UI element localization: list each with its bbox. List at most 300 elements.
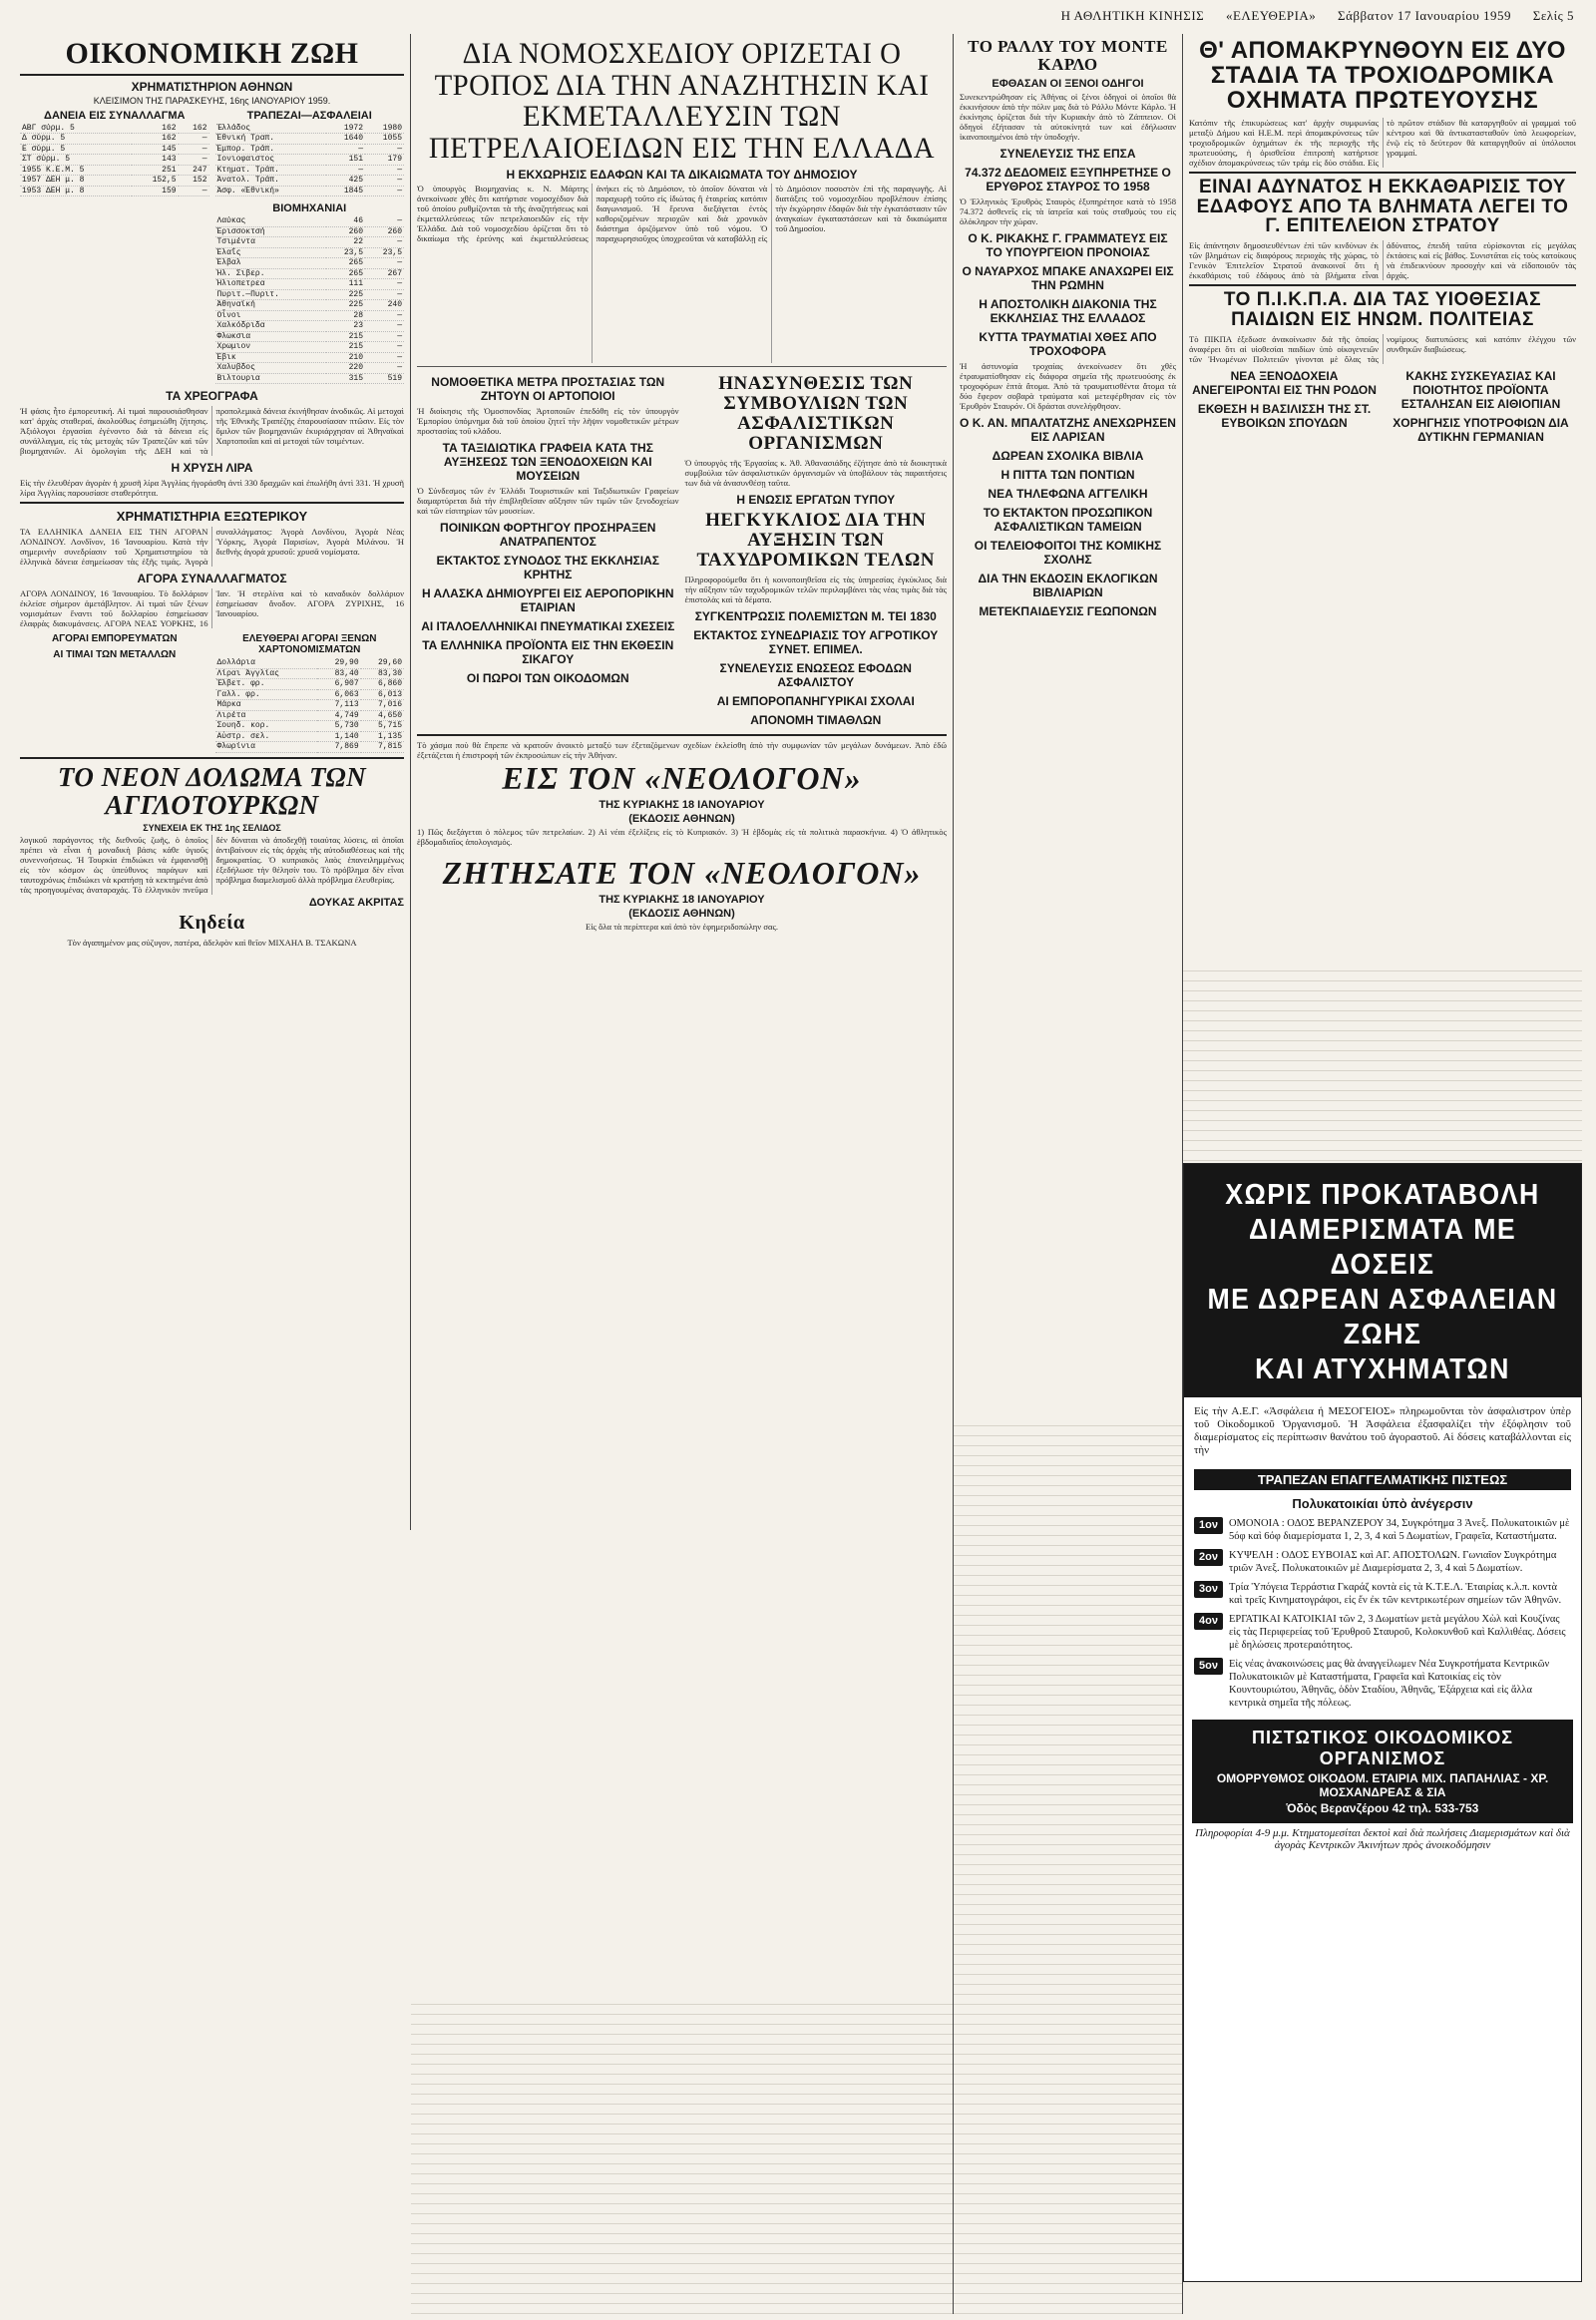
row-value: 7,815 (361, 742, 404, 753)
banks-block (215, 108, 405, 385)
filler-lines (954, 1416, 1182, 2314)
advert-item-text: ΚΥΨΕΛΗ : ΟΔΟΣ ΕΥΒΟΙΑΣ καὶ ΑΓ. ΑΠΟΣΤΟΛΩΝ. Γωνιαῖον Συγκρότημα τριῶν Ἀνεξ. Πολυκατοικιῶν μὲ Διαμερίσματα 2, 3, 4 καὶ 5 Δωματίων. (1228, 1550, 1557, 1574)
exchange-subtitle: ΧΡΗΜΑΤΙΣΤΗΡΙΟΝ ΑΘΗΝΩΝ (131, 79, 293, 94)
fx-market-heading: ΑΓΟΡΑ ΣΥΝΑΛΛΑΓΜΑΤΟΣ (137, 572, 287, 585)
chicago-heading: ΤΑ ΕΛΛΗΝΙΚΑ ΠΡΟΪΟΝΤΑ ΕΙΣ ΤΗΝ ΕΚΘΕΣΙΝ ΣΙΚΑΓΟΥ (422, 638, 674, 666)
loans-table (20, 124, 209, 197)
bakers-heading: ΝΟΜΟΘΕΤΙΚΑ ΜΕΤΡΑ ΠΡΟΣΤΑΣΙΑΣ ΤΩΝ ΖΗΤΟΥΝ ΟΙ ΑΡΤΟΠΟΙΟΙ (431, 375, 665, 403)
advert-address: Ὁδὸς Βερανζέρου 42 τηλ. 533-753 (1286, 1801, 1479, 1815)
row-value: 519 (365, 373, 404, 384)
row-value: — (179, 144, 209, 155)
red-cross-text: Ὁ Ἑλληνικὸς Ἐρυθρὸς Σταυρὸς ἐξυπηρέτησε κατὰ τὸ 1958 74.372 ἀσθενεῖς εἰς τὰ ἰατρεῖα καὶ τοὺς σταθμοὺς του εἰς ὁλόκληρον τὴν χώραν. (960, 195, 1176, 226)
row-value: — (365, 289, 404, 300)
row-value: 6,860 (361, 679, 404, 690)
advert-info: Πληροφορίαι 4-9 μ.μ. Κτηματομεσίται δεκτοὶ καὶ διὰ πωλήσεις Διαμερισμάτων καὶ διὰ ἀγορὰς Κεντρικῶν Ἀκινήτων πρὸς ἀνοικοδόμησιν (1195, 1827, 1570, 1851)
table-row (215, 352, 405, 363)
row-value: 1845 (326, 186, 365, 196)
table-row (215, 186, 405, 196)
row-label: Γαλλ. φρ. (215, 689, 318, 700)
rally-headline: ΤΟ ΡΑΛΛΥ ΤΟΥ ΜΟΝΤΕ ΚΑΡΛΟ (968, 37, 1168, 74)
obituary-text: Τὸν ἀγαπημένον μας σύζυγον, πατέρα, ἀδελφὸν καὶ θεῖον ΜΙΧΑΗΛ Β. ΤΣΑΚΩΝΑ (67, 938, 357, 949)
row-value: — (365, 237, 404, 248)
veterans-heading: ΣΥΓΚΕΝΤΡΩΣΙΣ ΠΟΛΕΜΙΣΤΩΝ Μ. ΤΕΙ 1830 (694, 608, 937, 623)
row-value: 1,135 (361, 731, 404, 742)
advert-line-2: ΔΙΑΜΕΡΙΣΜΑΤΑ ΜΕ ΔΟΣΕΙΣ (1248, 1214, 1517, 1281)
row-value: 215 (326, 342, 365, 353)
divider (20, 74, 404, 76)
row-value: 5,730 (317, 721, 360, 732)
row-value: 260 (326, 226, 365, 237)
neologos-banner-2: ΖΗΤΗΣΑΤΕ ΤΟΝ «ΝΕΟΛΟΓΟΝ» (442, 854, 922, 891)
petroleum-kicker: Η ΕΚΧΩΡΗΣΙΣ ΕΔΑΦΩΝ ΚΑΙ ΤΑ ΔΙΚΑΙΩΜΑΤΑ ΤΟΥ ΔΗΜΟΣΙΟΥ (506, 168, 858, 182)
row-value: 210 (326, 352, 365, 363)
row-value: 159 (132, 186, 179, 196)
table-row (215, 247, 405, 258)
table-row (215, 310, 405, 321)
free-market-heading: ΕΛΕΥΘΕΡΑΙ ΑΓΟΡΑΙ ΞΕΝΩΝ ΧΑΡΤΟΝΟΜΙΣΜΑΤΩΝ (242, 633, 377, 655)
industries-heading: ΒΙΟΜΗΧΑΝΙΑΙ (272, 202, 347, 214)
row-label: Λιρέτα (215, 710, 318, 721)
injured-heading: ΚΥΤΤΑ ΤΡΑΥΜΑΤΙΑΙ ΧΘΕΣ ΑΠΟ ΤΡΟΧΟΦΟΡΑ (979, 329, 1157, 358)
advert-item (1194, 1549, 1571, 1575)
table-row (215, 124, 405, 134)
table-row (215, 689, 405, 700)
row-label: Φλωρίνια (215, 742, 318, 753)
advert-headline (1184, 1164, 1581, 1397)
advert-company: ΠΙΣΤΩΤΙΚΟΣ ΟΙΚΟΔΟΜΙΚΟΣ ΟΡΓΑΝΙΣΜΟΣ (1252, 1728, 1513, 1768)
table-row (20, 165, 209, 176)
row-value: 7,869 (317, 742, 360, 753)
agri-heading: ΕΚΤΑΚΤΟΣ ΣΥΝΕΔΡΙΑΣΙΣ ΤΟΥ ΑΓΡΟΤΙΚΟΥ ΣΥΝΕΤ. ΕΠΙΜΕΛ. (693, 627, 939, 656)
petroleum-text: Ὁ ὑπουργὸς Βιομηχανίας κ. Ν. Μάρτης ἀνεκοίνωσε χθὲς ὅτι κατήρτισε νομοσχέδιον διὰ τοῦ ὁποίου ρυθμίζονται τὰ τῆς ἀναζητήσεως καὶ ἐκμεταλλεύσεως τῶν πετρελαιοειδῶν εἰς τὴν Ἑλλάδα. Διὰ τοῦ νομοσχεδίου ὁρίζεται ὅτι τὸ δικαίωμα τῆς ἐρεύνης καὶ ἐκμεταλλεύσεως ἀνήκει εἰς τὸ Δημόσιον, τὸ ὁποῖον δύναται νὰ παραχωρῇ τοῦτο εἰς ἰδιώτας ἢ ἑταιρείας κατόπιν διαγωνισμοῦ. Ἡ ἔρευνα διεξάγεται ἐντὸς καθοριζομένων περιοχῶν καὶ διὰ χρονικὸν διάστημα ὁριζόμενον ὑπὸ τοῦ νόμου. Ὁ παραχωρησιοῦχος ὑποχρεοῦται νὰ καταβάλλῃ εἰς τὸ Δημόσιον ποσοστὸν ἐπὶ τῆς παραγωγῆς. Αἱ διατάξεις τοῦ νομοσχεδίου προβλέπουν ἐπίσης τὴν ἐκχώρησιν ἐδαφῶν διὰ τὴν ἐγκατάστασιν τῶν ἀναγκαίων ἐγκαταστάσεων καὶ τὰ δικαιώματα τοῦ Δημοσίου. (417, 184, 947, 243)
exchange-date: ΚΛΕΙΣΙΜΟΝ ΤΗΣ ΠΑΡΑΣΚΕΥΗΣ, 16ης ΙΑΝΟΥΑΡΙΟΥ 1959. (93, 95, 331, 106)
economy-title: ΟΙΚΟΝΟΜΙΚΗ ΖΩΗ (65, 37, 359, 70)
row-label: Οἶνοι (215, 310, 327, 321)
advert-subheading: Πολυκατοικίαι ὑπὸ ἀνέγερσιν (1292, 1496, 1473, 1511)
row-label: Πυριτ.—Πυριτ. (215, 289, 327, 300)
epsa-heading: ΣΥΝΕΛΕΥΣΙΣ ΤΗΣ ΕΠΣΑ (999, 146, 1136, 161)
row-value: 265 (326, 258, 365, 269)
insurance-text: Ὁ ὑπουργὸς τῆς Ἐργασίας κ. Ἀθ. Ἀθανασιάδης ἐζήτησε ἀπὸ τὰ διοικητικὰ συμβούλια τῶν ἀσφαλιστικῶν ὀργανισμῶν νὰ ὑποβάλουν τὰς παραιτήσεις των διὰ νὰ ἀνασυνθέσῃ ταῦτα. (684, 457, 947, 488)
row-label: Ἐβικ (215, 352, 327, 363)
editorial-title: ΤΟ ΝΕΟΝ ΔΟΛΩΜΑ ΤΩΝ ΑΓΓΛΟΤΟΥΡΚΩΝ (57, 761, 367, 820)
table-row (215, 165, 405, 176)
right-stack (685, 370, 948, 730)
row-label: 1953 ΔΕΗ μ. 8 (20, 186, 132, 196)
neologos-date-2: ΤΗΣ ΚΥΡΙΑΚΗΣ 18 ΙΑΝΟΥΑΡΙΟΥ (598, 893, 765, 906)
table-row (215, 144, 405, 155)
row-label: Αὐστρ. σελ. (215, 731, 318, 742)
row-value: — (326, 165, 365, 176)
red-cross-heading: 74.372 ΔΕΔΟΜΕΙΣ ΕΞΥΠΗΡΕΤΗΣΕ Ο ΕΡΥΘΡΟΣ ΣΤΑΥΡΟΣ ΤΟ 1958 (965, 165, 1171, 193)
row-value: — (179, 155, 209, 166)
rally-text: Συνεκεντρώθησαν εἰς Ἀθήνας οἱ ξένοι ὁδηγοὶ οἱ ὁποῖοι θὰ ἐκκινήσουν ἀπὸ τὴν πόλιν μας διὰ τὸ Ράλλυ Μόντε Κάρλο. Ἡ ἐκκίνησις ὁρίζεται διὰ τὴν Κυριακὴν ἀπὸ τὸ Ζάππειον. Οἱ ὁδηγοὶ ἐξήτασαν τὰ αὐτοκίνητά των καὶ ἐδήλωσαν ἱκανοποιημένοι ἀπὸ τὴν ὑποδοχήν. (960, 91, 1176, 142)
advert-item (1194, 1613, 1571, 1652)
row-value: — (365, 279, 404, 290)
table-row (215, 279, 405, 290)
gold-text: Εἰς τὴν ἐλευθέραν ἀγορὰν ἡ χρυσῆ λίρα Ἀγγλίας ἠγοράσθη ἀντὶ 330 δραχμῶν καὶ ἐπωλήθη ἀντὶ 331. Ἡ χρυσῆ λίρα Ἀγγλίας παρουσίασε σταθερότητα. (20, 478, 404, 498)
loans-block (20, 108, 209, 385)
bakers-text: Ἡ διοίκησις τῆς Ὁμοσπονδίας Ἀρτοποιῶν ἐπεδόθη εἰς τὸν ὑπουργὸν Ἐμπορίου ὑπόμνημα διὰ τοῦ ὁποίου ζητεῖ τὴν λῆψιν νομοθετικῶν μέτρων προστασίας τοῦ κλάδου. (417, 406, 679, 436)
table-row (215, 679, 405, 690)
row-label: Ἐλαΐς (215, 247, 327, 258)
row-label: Ἡλ. Σιβερ. (215, 268, 327, 279)
row-label: Ἀσφ. «Ἐθνική» (215, 186, 327, 196)
row-value: 6,907 (317, 679, 360, 690)
advert-line-1: ΧΩΡΙΣ ΠΡΟΚΑΤΑΒΟΛΗ (1225, 1179, 1540, 1211)
row-value: 23,5 (365, 247, 404, 258)
row-label: Ἐρισσοκτσή (215, 226, 327, 237)
row-value: 23,5 (326, 247, 365, 258)
tram-headline: Θ' ΑΠΟΜΑΚΡΥΝΘΟΥΝ ΕΙΣ ΔΥΟ ΣΤΑΔΙΑ ΤΑ ΤΡΟΧΙΟΔΡΟΜΙΚΑ ΟΧΗΜΑΤΑ ΠΡΩΤΕΥΟΥΣΗΣ (1199, 37, 1566, 115)
table-row (215, 237, 405, 248)
buildings-heading: ΟΙ ΠΩΡΟΙ ΤΩΝ ΟΙΚΟΔΟΜΩΝ (466, 671, 629, 685)
table-row (20, 176, 209, 187)
advert-item (1194, 1658, 1571, 1710)
truck-heading: ΠΟΙΝΙΚΩΝ ΦΟΡΤΗΓΟΥ ΠΡΟΣΗΡΑΞΕΝ ΑΝΑΤΡΑΠΕΝΤΟΣ (440, 521, 656, 549)
column-city (1183, 34, 1582, 1161)
row-value: 7,113 (317, 700, 360, 711)
row-value: 251 (132, 165, 179, 176)
banks-table (215, 124, 405, 197)
graduates-heading: ΟΙ ΤΕΛΕΙΟΦΟΙΤΟΙ ΤΗΣ ΚΟΜΙΚΗΣ ΣΧΟΛΗΣ (974, 538, 1162, 567)
row-label: Σουηδ. κορ. (215, 721, 318, 732)
row-value: 240 (365, 300, 404, 311)
table-row (20, 144, 209, 155)
pikpa-headline: ΤΟ Π.Ι.Κ.Π.Α. ΔΙΑ ΤΑΣ ΥΙΟΘΕΣΙΑΣ ΠΑΙΔΙΩΝ ΕΙΣ ΗΝΩΜ. ΠΟΛΙΤΕΙΑΣ (1223, 289, 1542, 331)
row-value: 29,90 (317, 658, 360, 668)
filler-lines (411, 1995, 953, 2314)
page-number: Σελίς 5 (1532, 8, 1574, 23)
row-value: 267 (365, 268, 404, 279)
row-value: 23 (326, 321, 365, 332)
row-value: 425 (326, 176, 365, 187)
row-label: Βιλτουρια (215, 373, 327, 384)
row-value: 83,30 (361, 668, 404, 679)
row-value: — (365, 363, 404, 374)
shells-text: Εἰς ἀπάντησιν δημοσιευθέντων ἐπὶ τῶν κινδύνων ἐκ τῶν βλημάτων εἰς διαφόρους περιοχὰς τῆς χώρας, τὸ Γενικὸν Ἐπιτελεῖον Στρατοῦ ἀνακοινοῖ ὅτι ἡ ἐκκαθάρισις τοῦ ἐδάφους ἀπὸ τὰ βλήματα εἶναι ἀδύνατος, ἐπειδὴ ταῦτα εὑρίσκονται εἰς μεγάλας ἐκτάσεις καὶ εἰς βάθος. Συνιστᾶται εἰς τοὺς κατοίκους νὰ ἐπιδεικνύουν προσοχὴν καὶ νὰ εἰδοποιοῦν τὰς ἀρχάς. (1189, 240, 1576, 281)
insurance-headline: ΗΝΑΣΥΝΘΕΣΙΣ ΤΩΝ ΣΥΜΒΟΥΛΙΩΝ ΤΩΝ ΑΣΦΑΛΙΣΤΙΚΩΝ ΟΡΓΑΝΙΣΜΩΝ (718, 373, 914, 454)
left-stack (417, 370, 679, 730)
row-label: 1957 ΔΕΗ μ. 8 (20, 176, 132, 187)
admiral-heading: Ο ΝΑΥΑΡΧΟΣ ΜΠΑΚΕ ΑΝΑΧΩΡΕΙ ΕΙΣ ΤΗΝ ΡΩΜΗΝ (962, 263, 1174, 292)
row-value: 162 (132, 124, 179, 134)
editorial-continued: ΣΥΝΕΧΕΙΑ ΕΚ ΤΗΣ 1ης ΣΕΛΙΔΟΣ (143, 823, 281, 834)
advert-item-number: 5ον (1194, 1658, 1223, 1675)
row-value: 1055 (365, 134, 404, 145)
phones-heading: ΝΕΑ ΤΗΛΕΦΩΝΑ ΑΓΓΕΛΙΚΗ (988, 486, 1148, 501)
table-row (215, 289, 405, 300)
securities-heading: ΤΑ ΧΡΕΟΓΡΑΦΑ (166, 389, 258, 403)
row-value: 225 (326, 300, 365, 311)
pontians-heading: Η ΠΙΤΤΑ ΤΩΝ ΠΟΝΤΙΩΝ (1000, 467, 1135, 482)
table-row (215, 721, 405, 732)
injured-text: Ἡ ἀστυνομία τροχαίας ἀνεκοίνωσεν ὅτι χθὲς ἐτραυματίσθησαν εἰς διάφορα σημεῖα τῆς πρωτευούσης ἐκ τροχοφόρων ἑπτὰ ἄτομα. Ἀπὸ τὰ τραυματισθέντα ἄτομα τὰ δύο ἔφερον σοβαρὰ τραύματα καὶ μετεφέρθησαν εἰς τὸν Ἐρυθρὸν Σταυρόν. Οἱ δράσται συνελήφθησαν. (960, 360, 1176, 411)
markets-row (20, 628, 404, 753)
table-row (215, 300, 405, 311)
table-row (215, 700, 405, 711)
mid-blocks (417, 370, 947, 730)
row-value: 111 (326, 279, 365, 290)
table-row (215, 258, 405, 269)
running-header (1043, 8, 1574, 24)
foreign-exchanges-heading: ΧΡΗΜΑΤΙΣΤΗΡΙΑ ΕΞΩΤΕΡΙΚΟΥ (116, 509, 308, 524)
shells-headline: ΕΙΝΑΙ ΑΔΥΝΑΤΟΣ Η ΕΚΚΑΘΑΡΙΣΙΣ ΤΟΥ ΕΔΑΦΟΥΣ ΑΠΟ ΤΑ ΒΛΗΜΑΤΑ ΛΕΓΕΙ ΤΟ Γ. ΕΠΙΤΕΛΕΙΟΝ ΣΤΡΑΤΟΥ (1196, 176, 1569, 237)
row-value: — (365, 165, 404, 176)
awards-heading: ΑΠΟΝΟΜΗ ΤΙΜΑΘΛΩΝ (750, 712, 882, 727)
row-label: ΣΤ σύρμ. 5 (20, 155, 132, 166)
table-row (215, 155, 405, 166)
row-label: Ἀθηναϊκή (215, 300, 327, 311)
row-value: 247 (179, 165, 209, 176)
apostolic-heading: Η ΑΠΟΣΤΟΛΙΚΗ ΔΙΑΚΟΝΙΑ ΤΗΣ ΕΚΚΛΗΣΙΑΣ ΤΗΣ ΕΛΛΑΔΟΣ (979, 296, 1157, 325)
row-value: 151 (326, 155, 365, 166)
securities-text: Ἡ φάσις ἦτο ἐμπορευτική. Αἱ τιμαὶ παρουσιάσθησαν κατ' ἀρχὰς σταθεραί, ἀκολούθως ἐσημειώθη ζήτησις. Ἀξιόλογοι ἐργασίαι ἐγένοντο διὰ τὰ δάνεια εἰς συνάλλαγμα, εἰς τὰς μετοχὰς τῶν Τραπεζῶν καὶ τῶν βιομηχανιῶν. Αἱ ὁμολογίαι τῆς ΔΕΗ καὶ τὰ προπολεμικὰ δάνεια ἐκινήθησαν ἀνοδικῶς. Αἱ μετοχαὶ τῆς Ἐθνικῆς Τραπέζης ἐπαρουσίασαν πτῶσιν. Εἰς τὸν ὅμιλον τῶν βιομηχανιῶν ἐκυριάρχησαν αἱ Ἀθηναϊκαὶ Χαρτοποιΐαι καὶ αἱ μετοχαὶ τῶν τσιμέντων. (20, 406, 404, 456)
advert-line-4: ΚΑΙ ΑΤΥΧΗΜΑΤΩΝ (1255, 1353, 1510, 1385)
scholarships-heading: ΧΟΡΗΓΗΣΙΣ ΥΠΟΤΡΟΦΙΩΝ ΔΙΑ ΔΥΤΙΚΗΝ ΓΕΡΜΑΝΙΑΝ (1393, 416, 1569, 445)
row-label: Χρωμιον (215, 342, 327, 353)
row-label: Κτηματ. Τράπ. (215, 165, 327, 176)
row-value: 5,715 (361, 721, 404, 732)
row-label: Δολλάρια (215, 658, 318, 668)
row-value: 7,016 (361, 700, 404, 711)
issue-date: Σάββατον 17 Ιανουαρίου 1959 (1338, 8, 1512, 23)
row-label: Ιονιοφαιστος (215, 155, 327, 166)
row-label: Ἀνατολ. Τράπ. (215, 176, 327, 187)
neologos-contents: 1) Πῶς διεξάγεται ὁ πόλεμος τῶν πετρελαίων. 2) Αἱ νέαι ἐξελίξεις εἰς τὸ Κυπριακόν. 3) Ἡ ἑβδομὰς εἰς τὰ πολιτικὰ παρασκήνια. 4) Ὁ ἀθλητικὸς ἑβδομαδιαῖος ἀπολογισμός. (417, 826, 947, 847)
table-row (215, 731, 405, 742)
free-market-block (215, 628, 405, 753)
rally-kicker: ΕΦΘΑΣΑΝ ΟΙ ΞΕΝΟΙ ΟΔΗΓΟΙ (992, 77, 1144, 90)
fx-market-text: ΑΓΟΡΑ ΛΟΝΔΙΝΟΥ, 16 Ἰανουαρίου. Τὸ δολλάριον ἐκλείσε σήμερον ἀμετάβλητον. Αἱ τιμαὶ τῶν ξένων νομισμάτων ἔναντι τοῦ δολλαρίου ἐσημείωσαν ἐλαφρὰς διακυμάνσεις. ΑΓΟΡΑ ΝΕΑΣ ΥΟΡΚΗΣ, 16 Ἰαν. Ἡ στερλίνα καὶ τὸ καναδικὸν δολλάριον ἐσημείωσαν ἄνοδον. ΑΓΟΡΑ ΖΥΡΙΧΗΣ, 16 Ἰανουαρίου. (20, 588, 404, 628)
loans-heading: ΔΑΝΕΙΑ ΕΙΣ ΣΥΝΑΛΛΑΓΜΑ (44, 109, 186, 122)
metals-heading: ΑΙ ΤΙΜΑΙ ΤΩΝ ΜΕΤΑΛΛΩΝ (53, 649, 177, 660)
advert-item-text: ΕΡΓΑΤΙΚΑΙ ΚΑΤΟΙΚΙΑΙ τῶν 2, 3 Δωματίων μετὰ μεγάλου Χὼλ καὶ Κουζίνας εἰς τὰς Περιφερείας τοῦ Ἐρυθροῦ Σταυροῦ, Κολοκυνθοῦ καὶ Καλλιθέας. Δόσεις μὲ δηλώσεις προτεραιότητος. (1228, 1614, 1566, 1651)
table-row (215, 342, 405, 353)
table-row (215, 710, 405, 721)
row-label: Ἐλβαλ (215, 258, 327, 269)
column-main (411, 34, 954, 2314)
advert-item-text: Εἰς νέας ἀνακοινώσεις μας θὰ ἀναγγείλωμεν Νέα Συγκροτήματα Κεντρικῶν Πολυκατοικιῶν μὲ Καταστήματα, Γραφεῖα καὶ Κατοικίας εἰς τὸν Κουντουριώτου, Ἀθηνᾶς, ὁδὸν Σταδίου, Ἀθηνᾶς, Ἐξάρχεια καὶ εἰς ἄλλα κεντρικὰ σημεῖα τῆς πόλεως. (1228, 1659, 1550, 1709)
neologos-banner-1: ΕΙΣ ΤΟΝ «ΝΕΟΛΟΓΟΝ» (502, 759, 862, 796)
row-value: 83,40 (317, 668, 360, 679)
row-label: 1955 Κ.Ε.Μ. 5 (20, 165, 132, 176)
advert-line-3: ΜΕ ΔΩΡΕΑΝ ΑΣΦΑΛΕΙΑΝ ΖΩΗΣ (1207, 1284, 1558, 1351)
row-value: 152,5 (132, 176, 179, 187)
divider (20, 502, 404, 504)
pikpa-text: Τὸ ΠΙΚΠΑ ἐξεδωσε ἀνακοίνωσιν διὰ τῆς ὁποίας ἀναφέρει ὅτι αἱ υἱοθεσίαι παιδίων ὑπὸ οἰκογενειῶν τῶν Ἡνωμένων Πολιτειῶν γίνονται μὲ ὅλας τὰς νομίμους διατυπώσεις καὶ κατόπιν ἐλέγχου τῶν συνθηκῶν διαβιώσεως. (1189, 334, 1576, 365)
row-value: 143 (132, 155, 179, 166)
row-value: 22 (326, 237, 365, 248)
row-value: 46 (326, 216, 365, 226)
row-value: — (365, 216, 404, 226)
row-value: 220 (326, 363, 365, 374)
advert-footer (1192, 1720, 1573, 1823)
table-row (215, 216, 405, 226)
row-label: Ἠλιοπετρεα (215, 279, 327, 290)
lower-briefs (1189, 364, 1576, 447)
row-value: 145 (132, 144, 179, 155)
neologos-intro: Τὸ χάσμα ποὺ θὰ ἔπρεπε νὰ κρατοῦν ἀνοικτὸ μεταξύ των ἐξεταζόμενων σχεδίων ἐκλείσθη ἀπὸ τὴν συμφωνίαν τῶν μεγάλων δυνάμεων. Ἀπὸ ἐδῶ ἐξετάζεται ἡ ἐπιστροφὴ τῶν ἐκπροσώπων εἰς τὴν Ἀθήναν. (417, 739, 947, 760)
trade-schools-heading: ΑΙ ΕΜΠΟΡΟΠΑΝΗΓΥΡΙΚΑΙ ΣΧΟΛΑΙ (716, 693, 915, 708)
row-value: 28 (326, 310, 365, 321)
row-label: Χαλυβδος (215, 363, 327, 374)
staff-heading: ΤΟ ΕΚΤΑΚΤΟΝ ΠΡΟΣΩΠΙΚΟΝ ΑΣΦΑΛΙΣΤΙΚΩΝ ΤΑΜΕΙΩΝ (983, 505, 1153, 534)
advert-item-number: 2ον (1194, 1549, 1223, 1566)
italo-greek-heading: ΑΙ ΙΤΑΛΟΕΛΛΗΝΙΚΑΙ ΠΝΕΥΜΑΤΙΚΑΙ ΣΧΕΣΕΙΣ (421, 619, 675, 633)
row-value: 29,60 (361, 658, 404, 668)
commodity-heading: ΑΓΟΡΑΙ ΕΜΠΟΡΕΥΜΑΤΩΝ (51, 633, 178, 644)
row-label: Ε σύρμ. 5 (20, 144, 132, 155)
obituary-heading: Κηδεία (179, 912, 245, 935)
fx-table (215, 658, 405, 753)
table-row (215, 331, 405, 342)
row-label: ΑΒΓ σύρμ. 5 (20, 124, 132, 134)
alaska-heading: Η ΑΛΑΣΚΑ ΔΗΜΙΟΥΡΓΕΙ ΕΙΣ ΑΕΡΟΠΟΡΙΚΗΝ ΕΤΑΙΡΙΑΝ (421, 586, 674, 614)
commodity-block (20, 628, 209, 753)
table-row (215, 742, 405, 753)
travel-text: Ὁ Σύνδεσμος τῶν ἐν Ἑλλάδι Τουριστικῶν καὶ Ταξιδιωτικῶν Γραφείων διαμαρτύρεται διὰ τὴν ἐπιβληθεῖσαν αὔξησιν τῶν τιμῶν τῶν ξενοδοχείων καὶ τῶν εἰσιτηρίων τῶν μουσείων. (417, 486, 679, 516)
row-value: — (326, 144, 365, 155)
neologos-date-1: ΤΗΣ ΚΥΡΙΑΚΗΣ 18 ΙΑΝΟΥΑΡΙΟΥ (598, 798, 765, 811)
row-label: Ἑλβετ. φρ. (215, 679, 318, 690)
row-label: Ἐμπορ. Τράπ. (215, 144, 327, 155)
advert-item-number: 1ον (1194, 1517, 1223, 1534)
divider (417, 734, 947, 736)
table-row (215, 176, 405, 187)
column-economy (14, 34, 411, 1530)
advert-item-text: Τρία Ὑπόγεια Τερράστια Γκαράζ κοντὰ εἰς τὰ Κ.Τ.Ε.Λ. Ἐταιρίας κ.λ.π. κοντὰ καὶ τρεῖς Κινηματογράφοι, εἰς ἕν ἐκ τῶν κεντρικωτέρων σημείων τῶν Ἀθηνῶν. (1228, 1582, 1562, 1606)
advert-partners: ΟΜΟΡΡΥΘΜΟΣ ΟΙΚΟΔΟΜ. ΕΤΑΙΡΙΑ ΜΙΧ. ΠΑΠΑΗΛΙΑΣ - ΧΡ. ΜΟΣΧΑΝΔΡΕΑΣ & ΣΙΑ (1216, 1771, 1549, 1799)
advert-item-number: 3ον (1194, 1581, 1223, 1598)
union-heading: ΣΥΝΕΛΕΥΣΙΣ ΕΝΩΣΕΩΣ ΕΦΟΔΩΝ ΑΣΦΑΛΙΣΤΟΥ (719, 660, 912, 689)
row-value: 1640 (326, 134, 365, 145)
advert-item (1194, 1517, 1571, 1543)
real-estate-advert (1183, 1163, 1582, 2282)
advert-bank-band: ΤΡΑΠΕΖΑΝ ΕΠΑΓΓΕΛΜΑΤΙΚΗΣ ΠΙΣΤΕΩΣ (1194, 1469, 1571, 1490)
rhodes-heading: ΝΕΑ ΞΕΝΟΔΟΧΕΙΑ ΑΝΕΓΕΙΡΟΝΤΑΙ ΕΙΣ ΤΗΝ ΡΟΔΟΝ (1192, 369, 1377, 398)
editorial-author: ΔΟΥΚΑΣ ΑΚΡΙΤΑΣ (308, 897, 404, 910)
filler-lines (1183, 962, 1582, 1161)
table-row (215, 658, 405, 668)
newspaper-page (14, 6, 1582, 2314)
row-value: 225 (326, 289, 365, 300)
row-label: Λαύκας (215, 216, 327, 226)
neologos-edition-1: (ΕΚΔΟΣΙΣ ΑΘΗΝΩΝ) (628, 812, 735, 825)
row-value: — (365, 321, 404, 332)
row-value: 4,650 (361, 710, 404, 721)
row-value: 162 (179, 124, 209, 134)
postal-headline: ΗΕΓΚΥΚΛΙΟΣ ΔΙΑ ΤΗΝ ΑΥΞΗΣΙΝ ΤΩΝ ΤΑΧΥΔΡΟΜΙΚΩΝ ΤΕΛΩΝ (696, 509, 935, 571)
ethiopia-heading: ΚΑΚΗΣ ΣΥΣΚΕΥΑΣΙΑΣ ΚΑΙ ΠΟΙΟΤΗΤΟΣ ΠΡΟΪΟΝΤΑ ΕΣΤΑΛΗΣΑΝ ΕΙΣ ΑΙΘΙΟΠΙΑΝ (1400, 369, 1561, 412)
gold-heading: Η ΧΡΥΣΗ ΛΙΡΑ (171, 461, 253, 475)
row-value: — (179, 186, 209, 196)
row-value: 152 (179, 176, 209, 187)
table-row (215, 321, 405, 332)
row-value: — (365, 258, 404, 269)
briefs-right (1386, 364, 1576, 447)
row-value: — (365, 144, 404, 155)
table-row (215, 226, 405, 237)
row-value: — (365, 310, 404, 321)
booklets-heading: ΔΙΑ ΤΗΝ ΕΚΔΟΣΙΝ ΕΚΛΟΓΙΚΩΝ ΒΙΒΛΙΑΡΙΩΝ (978, 571, 1158, 599)
row-value: 315 (326, 373, 365, 384)
row-label: Μάρκα (215, 700, 318, 711)
divider (20, 757, 404, 759)
petroleum-headline: ΔΙΑ ΝΟΜΟΣΧΕΔΙΟΥ ΟΡΙΖΕΤΑΙ Ο ΤΡΟΠΟΣ ΔΙΑ ΤΗΝ ΑΝΑΖΗΤΗΣΙΝ ΚΑΙ ΕΚΜΕΤΑΛΛΕΥΣΙΝ ΤΩΝ ΠΕΤΡΕΛΑΙΟΕΙΔΩΝ ΕΙΣ ΤΗΝ ΕΛΛΑΔΑ (428, 37, 936, 165)
section-name: Η ΑΘΛΗΤΙΚΗ ΚΙΝΗΣΙΣ (1060, 8, 1205, 23)
row-value: — (365, 342, 404, 353)
table-row (20, 155, 209, 166)
row-value: — (365, 331, 404, 342)
crete-synod-heading: ΕΚΤΑΚΤΟΣ ΣΥΝΟΔΟΣ ΤΗΣ ΕΚΚΛΗΣΙΑΣ ΚΡΗΤΗΣ (436, 554, 659, 581)
table-row (20, 134, 209, 145)
exhibition-heading: ΕΚΘΕΣΗ Η ΒΑΣΙΛΙΣΣΗ ΤΗΣ ΣΤ. ΕΥΒΟΙΚΩΝ ΣΠΟΥΔΩΝ (1197, 402, 1372, 431)
row-value: 215 (326, 331, 365, 342)
advert-item-number: 4ον (1194, 1613, 1223, 1630)
table-row (20, 124, 209, 134)
table-row (215, 373, 405, 384)
advert-item-text: ΟΜΟΝΟΙΑ : ΟΔΟΣ ΒΕΡΑΝΖΕΡΟΥ 34, Συγκρότημα 3 Ἀνεξ. Πολυκατοικιῶν μὲ 5όφ καὶ 6όφ διαμερίσματα 1, 2, 3, 4 καὶ 5 Δωματίων, Γραφεῖα, Καταστήματα. (1228, 1518, 1570, 1542)
tram-text: Κατόπιν τῆς ἐπικυρώσεως κατ' ἀρχὴν συμφωνίας μεταξὺ Δήμου καὶ Η.Ε.Μ. περὶ ἀπομακρύνσεως τῶν τροχιοδρομικῶν ὀχημάτων ἐκ τῆς περιοχῆς τῆς πρωτευούσης, ἡ ὀρισθεῖσα ἐπιτροπὴ κατήρτισε σχέδιον ἀπομακρύνσεως τῶν τράμ εἰς δύο στάδια. Εἰς τὸ πρῶτον στάδιον θὰ καταργηθοῦν αἱ γραμμαὶ τοῦ κέντρου καὶ θὰ ἀντικατασταθοῦν ὑπὸ λεωφορείων, ἐνῷ εἰς τὸ δεύτερον θὰ καταργηθοῦν αἱ ὑπόλοιποι γραμμαί. (1189, 117, 1576, 168)
row-label: Τσιμέντα (215, 237, 327, 248)
row-value: 1980 (365, 124, 404, 134)
row-value: 162 (132, 134, 179, 145)
editorial-text: λογικοῦ παράγοντος τῆς διεθνοῦς ζωῆς, ὁ ὁποῖος πρέπει νὰ εἶναι ἡ μοναδικὴ βάσις κάθε ὑγιοῦς συνεννοήσεως. Ἡ Τουρκία ἐπιδιώκει νὰ ἐμφανισθῇ εἰς τὸν κόσμον ὡς ὑπεύθυνος παράγων καὶ ταυτοχρόνως ἐπιδιώκει νὰ κρατήσῃ τὰ κεκτημένα ἀπὸ τὰς προηγουμένας ἀναταραχάς. Τὸ ἑλληνικὸν πνεῦμα δὲν δύναται νὰ ἀποδεχθῇ τοιαύτας λύσεις, αἱ ὁποῖαι ἀντιβαίνουν εἰς τὰς ἀρχὰς τῆς αὐτοδιαθέσεως καὶ τῆς δημοκρατίας. Ὁ κυπριακὸς λαὸς ἐπανειλημμένως ἐξεδήλωσε τὴν θέλησίν του. Τὸ πρόβλημα δὲν εἶναι πρόβλημα διαμελισμοῦ ἀλλὰ πρόβλημα ἐλευθερίας. (20, 835, 404, 896)
row-label: Φλωκσια (215, 331, 327, 342)
table-row (215, 268, 405, 279)
row-label: Δ σύρμ. 5 (20, 134, 132, 145)
neologos-footer: Εἰς ὅλα τὰ περίπτερα καὶ ἀπὸ τὸν ἐφημεριδοπώλην σας. (585, 921, 779, 932)
divider (1189, 284, 1576, 286)
banks-heading: ΤΡΑΠΕΖΑΙ—ΑΣΦΑΛΕΙΑΙ (246, 109, 372, 122)
advert-intro: Εἰς τὴν Α.Ε.Γ. «Ἀσφάλεια ἡ ΜΕΣΟΓΕΙΟΣ» πληρωμοῦνται τὸν ἀσφαλιστρον ὑπὲρ τοῦ Οἰκοδομικοῦ Ὀργανισμοῦ. Ἡ Ἀσφάλεια ἐξασφαλίζει τὴν ἐξόφλησιν τοῦ διαμερίσματος εἰς περίπτωσιν θανάτου τοῦ ἀγοραστοῦ. Αἱ δόσεις καταβάλλονται εἰς τὴν (1194, 1405, 1571, 1456)
row-label: Ἑλλάδος (215, 124, 327, 134)
row-value: 1972 (326, 124, 365, 134)
baltatzis-heading: Ο Κ. ΑΝ. ΜΠΑΛΤΑΤΖΗΣ ΑΝΕΧΩΡΗΣΕΝ ΕΙΣ ΛΑΡΙΣΑΝ (960, 415, 1176, 444)
row-value: 6,013 (361, 689, 404, 700)
row-value: 265 (326, 268, 365, 279)
row-value: — (365, 352, 404, 363)
advert-items (1184, 1517, 1581, 1710)
row-value: 1,140 (317, 731, 360, 742)
row-value: — (365, 186, 404, 196)
row-value: — (179, 134, 209, 145)
press-workers-heading: Η ΕΝΩΣΙΣ ΕΡΓΑΤΩΝ ΤΥΠΟΥ (736, 492, 896, 507)
row-label: Ἐθνική Τραπ. (215, 134, 327, 145)
column-news (954, 34, 1183, 2314)
postal-text: Πληροφορούμεθα ὅτι ἡ κοινοποιηθεῖσα εἰς τὰς ὑπηρεσίας ἐγκύκλιος διὰ τὴν αὔξησιν τῶν ταχυδρομικῶν τελῶν περιλαμβάνει τὰς νέας τιμὰς διὰ τὰς ἐπιστολὰς καὶ τὰ δέματα. (684, 574, 947, 604)
schoolbooks-heading: ΔΩΡΕΑΝ ΣΧΟΛΙΚΑ ΒΙΒΛΙΑ (992, 448, 1144, 463)
row-label: Λίραι Ἀγγλίας (215, 668, 318, 679)
row-value: — (365, 176, 404, 187)
table-row (20, 186, 209, 196)
row-value: 6,063 (317, 689, 360, 700)
table-row (215, 668, 405, 679)
divider (1189, 172, 1576, 174)
row-value: 179 (365, 155, 404, 166)
foreign-exchanges-text: ΤΑ ΕΛΛΗΝΙΚΑ ΔΑΝΕΙΑ ΕΙΣ ΤΗΝ ΑΓΟΡΑΝ ΛΟΝΔΙΝΟΥ. Λονδῖνον, 16 Ἰανουαρίου. Κατὰ τὴν σημερινὴν συνεδρίασιν τοῦ Χρηματιστηρίου τὰ ἑλληνικὰ δάνεια ἐσημείωσαν τὰς ἑξῆς τιμάς. Ἀγορὰ συναλλάγματος: Ἀγορὰ Λονδίνου, Ἀγορὰ Νέας Ὑόρκης, Ἀγορὰ Παρισίων, Ἀγορὰ Μιλάνου. Ἡ διεθνὴς ἀγορὰ χρυσοῦ: χρυσᾶ νομίσματα. (20, 527, 404, 567)
travel-heading: ΤΑ ΤΑΞΙΔΙΩΤΙΚΑ ΓΡΑΦΕΙΑ ΚΑΤΑ ΤΗΣ ΑΥΞΗΣΕΩΣ ΤΩΝ ΞΕΝΟΔΟΧΕΙΩΝ ΚΑΙ ΜΟΥΣΕΙΩΝ (442, 441, 653, 483)
row-label: Χαλκόδριδα (215, 321, 327, 332)
row-value: 4,749 (317, 710, 360, 721)
industries-table (215, 216, 405, 384)
table-row (215, 363, 405, 374)
neologos-edition-2: (ΕΚΔΟΣΙΣ ΑΘΗΝΩΝ) (628, 907, 735, 920)
rikakis-heading: Ο Κ. ΡΙΚΑΚΗΣ Γ. ΓΡΑΜΜΑΤΕΥΣ ΕΙΣ ΤΟ ΥΠΟΥΡΓΕΙΟΝ ΠΡΟΝΟΙΑΣ (968, 230, 1168, 259)
tables-row (20, 108, 404, 385)
briefs-left (1189, 364, 1380, 447)
